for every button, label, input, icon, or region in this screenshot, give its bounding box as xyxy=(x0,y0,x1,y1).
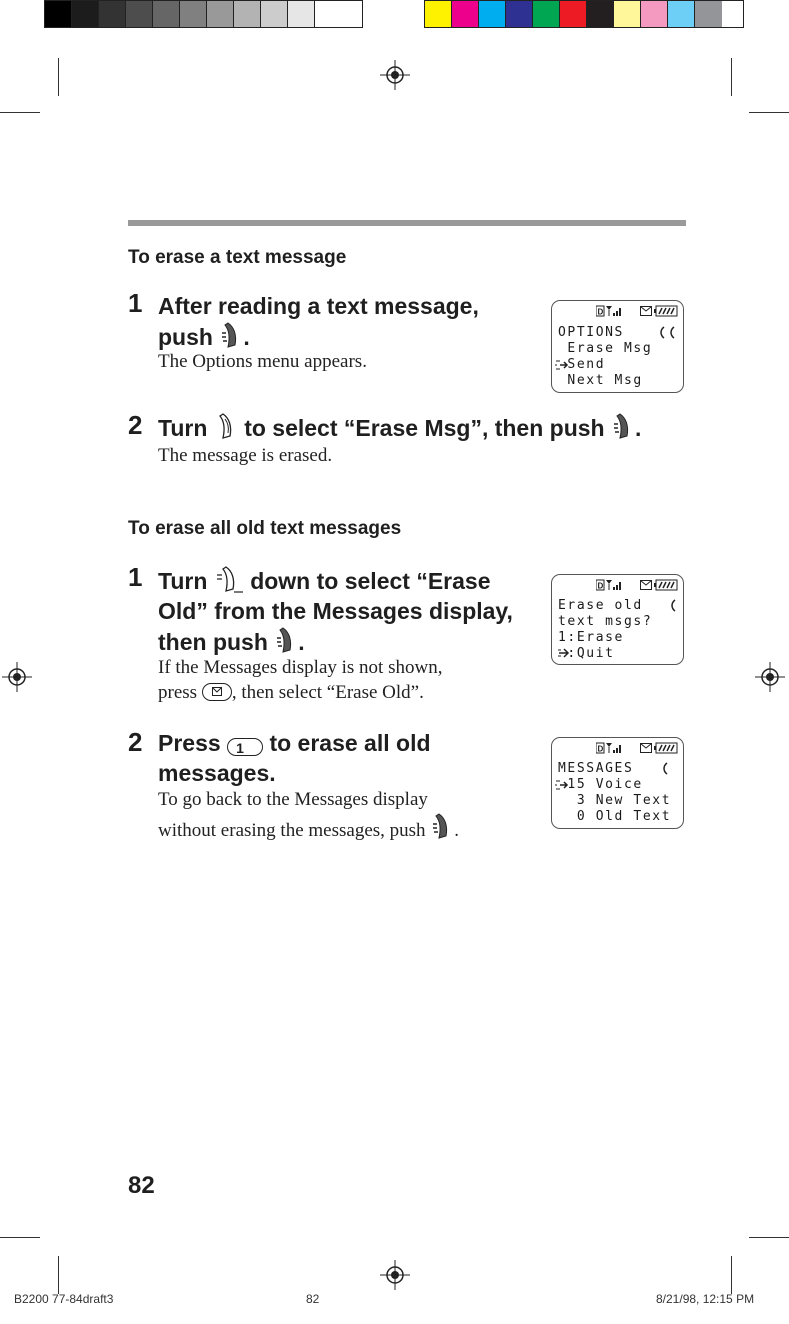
crop-mark xyxy=(0,112,40,113)
crop-mark xyxy=(0,1237,40,1238)
envelope-icon xyxy=(640,580,652,590)
color-swatch xyxy=(506,1,533,27)
crop-mark xyxy=(731,1256,732,1294)
lcd-line: 0 Old Text xyxy=(558,809,672,824)
step-text-line: push xyxy=(158,324,213,350)
grayscale-calibration-bar xyxy=(44,0,363,28)
mail-key-icon xyxy=(202,683,232,701)
step-instruction xyxy=(158,565,513,657)
footer-timestamp: 8/21/98, 12:15 PM xyxy=(656,1292,755,1306)
jog-dial-turn-down-icon xyxy=(214,565,244,593)
crop-mark xyxy=(58,1256,59,1294)
step-text-line: to erase all old xyxy=(269,730,431,756)
signal-strength-icon xyxy=(596,579,624,591)
step-text-period: . xyxy=(243,324,250,350)
section-heading-erase-old-messages: To erase all old text messages xyxy=(128,518,402,539)
step-text-line: down to select “Erase xyxy=(250,568,491,594)
description-line: , then select “Erase Old”. xyxy=(231,682,424,703)
step-description xyxy=(158,655,442,705)
step-text-line: Old” from the Messages display, xyxy=(158,598,513,624)
step-number: 2 xyxy=(128,727,143,757)
step-text-period: . xyxy=(298,629,305,655)
jog-dial-push-icon xyxy=(219,321,243,349)
lcd-line: text msgs? xyxy=(558,614,653,629)
step-text-line: Turn xyxy=(158,415,208,441)
color-swatch xyxy=(45,1,72,27)
color-swatch xyxy=(72,1,99,27)
description-line: To go back to the Messages display xyxy=(158,789,428,810)
description-line: without erasing the messages, push xyxy=(158,820,426,841)
step-description: The Options menu appears. xyxy=(158,351,367,372)
color-swatch xyxy=(560,1,587,27)
step-description: The message is erased. xyxy=(158,445,333,466)
jog-dial-indicator-icon xyxy=(660,762,670,775)
lcd-line: MESSAGES xyxy=(558,761,634,776)
jog-dial-push-icon xyxy=(274,626,298,654)
key-label: 1 xyxy=(236,740,244,756)
registration-mark-icon xyxy=(380,60,410,90)
jog-dial-turn-icon xyxy=(214,412,238,440)
description-line: If the Messages display is not shown, xyxy=(158,657,443,678)
color-swatch xyxy=(695,1,722,27)
color-swatch xyxy=(315,1,342,27)
battery-icon xyxy=(654,742,678,754)
footer-page: 82 xyxy=(306,1292,320,1306)
lcd-line: Erase Msg xyxy=(558,341,653,356)
color-swatch xyxy=(288,1,315,27)
step-text-period: . xyxy=(635,415,642,441)
registration-mark-icon xyxy=(755,662,785,692)
color-calibration-bar xyxy=(424,0,744,28)
color-swatch xyxy=(668,1,695,27)
status-bar xyxy=(552,304,683,318)
step-text-line: Press xyxy=(158,730,221,756)
crop-mark xyxy=(749,1237,789,1238)
phone-lcd-options xyxy=(551,300,684,393)
jog-dial-indicator-icon xyxy=(658,326,680,339)
step-text-line: messages. xyxy=(158,760,276,786)
lcd-line: 1:Erase xyxy=(558,630,624,645)
step-instruction xyxy=(158,291,479,352)
step-text-line: After reading a text message, xyxy=(158,293,479,319)
lcd-line: 15 Voice xyxy=(558,777,643,792)
signal-strength-icon xyxy=(596,742,624,754)
crop-mark xyxy=(749,112,789,113)
jog-dial-push-icon xyxy=(430,812,454,840)
registration-mark-icon xyxy=(380,1260,410,1290)
step-text-line: Turn xyxy=(158,568,208,594)
step-instruction xyxy=(158,412,641,443)
color-swatch xyxy=(479,1,506,27)
crop-mark xyxy=(58,58,59,96)
color-swatch xyxy=(153,1,180,27)
footer-filename: B2200 77-84draft3 xyxy=(14,1292,114,1306)
description-line: press xyxy=(158,682,198,703)
color-swatch xyxy=(452,1,479,27)
lcd-line: Erase old xyxy=(558,598,643,613)
step-instruction xyxy=(158,728,431,788)
color-swatch xyxy=(99,1,126,27)
step-number: 1 xyxy=(128,562,143,592)
lcd-line: 3 New Text xyxy=(558,793,672,808)
color-swatch xyxy=(261,1,288,27)
battery-icon xyxy=(654,579,678,591)
step-text-line: then push xyxy=(158,629,268,655)
jog-dial-push-icon xyxy=(611,412,635,440)
svg-text:D: D xyxy=(597,307,604,317)
envelope-icon xyxy=(640,306,652,316)
color-swatch xyxy=(180,1,207,27)
lcd-line: OPTIONS xyxy=(558,325,624,340)
section-heading-erase-text-message: To erase a text message xyxy=(128,247,347,268)
envelope-icon xyxy=(640,743,652,753)
phone-lcd-messages xyxy=(551,737,684,829)
step-description xyxy=(158,787,459,843)
color-swatch xyxy=(641,1,668,27)
phone-lcd-erase-old xyxy=(551,574,684,665)
lcd-line: Next Msg xyxy=(558,373,643,388)
color-swatch xyxy=(425,1,452,27)
section-rule xyxy=(128,220,686,226)
color-swatch xyxy=(234,1,261,27)
lcd-line: :Quit xyxy=(558,646,615,661)
crop-mark xyxy=(731,58,732,96)
color-swatch xyxy=(207,1,234,27)
description-period: . xyxy=(454,820,460,841)
status-bar xyxy=(552,578,683,592)
status-bar xyxy=(552,741,683,755)
color-swatch xyxy=(126,1,153,27)
step-number: 2 xyxy=(128,410,143,440)
step-number: 1 xyxy=(128,288,143,318)
svg-text:D: D xyxy=(597,744,604,754)
battery-icon xyxy=(654,305,678,317)
step-text-line: to select “Erase Msg”, then push xyxy=(244,415,605,441)
lcd-line: Send xyxy=(558,357,606,372)
color-swatch xyxy=(587,1,614,27)
registration-mark-icon xyxy=(2,662,32,692)
page-number: 82 xyxy=(128,1172,155,1199)
key-1-icon xyxy=(227,738,263,756)
svg-text:D: D xyxy=(597,581,604,591)
color-swatch xyxy=(614,1,641,27)
color-swatch xyxy=(533,1,560,27)
jog-dial-indicator-icon xyxy=(668,599,678,612)
signal-strength-icon xyxy=(596,305,624,317)
